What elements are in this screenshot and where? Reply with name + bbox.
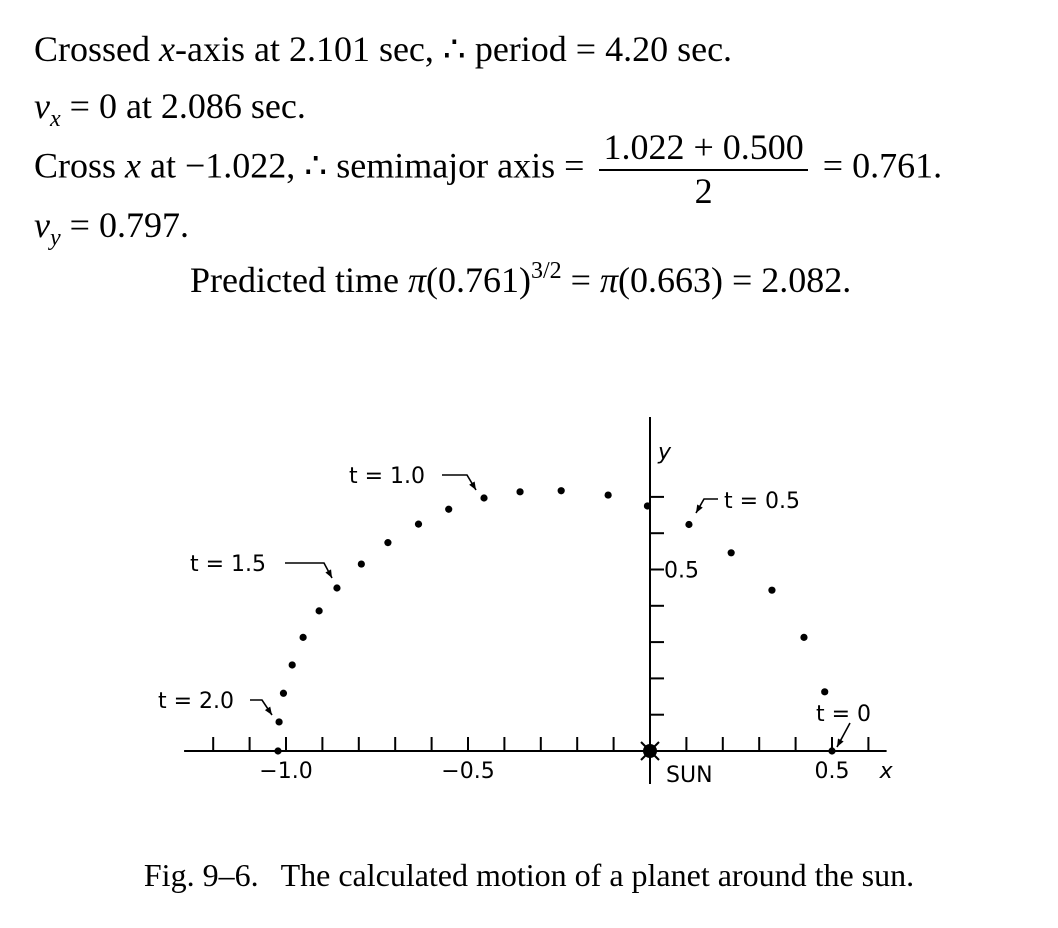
orbit-point	[480, 494, 487, 501]
orbit-point	[558, 487, 565, 494]
caption-figure-number: Fig. 9–6.	[143, 857, 259, 893]
line2-var-v: v	[34, 86, 50, 126]
annotation-arrowhead	[325, 569, 332, 578]
x-tick-label: −1.0	[259, 759, 313, 784]
caption-text: The calculated motion of a planet around the sun.	[280, 857, 915, 893]
time-annotation-label: t = 1.0	[349, 464, 426, 489]
line5-pi-1: π	[407, 260, 426, 300]
line4-subscript: y	[49, 225, 61, 251]
orbit-point	[828, 747, 835, 754]
orbit-point	[384, 539, 391, 546]
orbit-point	[415, 521, 422, 528]
line3-var-x: x	[125, 145, 142, 186]
annotation-leader-line	[285, 563, 332, 578]
line2-text: = 0 at 2.086 sec.	[60, 86, 306, 126]
time-annotation-label: t = 0.5	[724, 489, 801, 514]
labels-layer	[158, 440, 894, 788]
line5-text-c: =	[561, 260, 600, 300]
line1-text-b: -axis at 2.101 sec, ∴ period = 4.20 sec.	[174, 29, 733, 69]
line4-text: = 0.797.	[60, 205, 189, 245]
annotation-arrowhead	[265, 707, 272, 715]
orbit-point	[280, 690, 287, 697]
orbit-point	[275, 718, 282, 725]
line5-text-b: (0.761)	[425, 260, 531, 300]
orbit-point	[445, 506, 452, 513]
annotation-arrowhead	[837, 738, 844, 747]
line3-text-a: Cross	[34, 145, 126, 186]
annotation-leader-line	[250, 700, 272, 715]
line2-subscript: x	[49, 106, 61, 132]
line5-text-a: Predicted time	[190, 260, 408, 300]
sun-label: SUN	[666, 763, 713, 788]
y-axis-label: y	[658, 440, 672, 466]
x-tick-label: 0.5	[814, 759, 850, 784]
orbit-point	[300, 634, 307, 641]
line5-pi-2: π	[599, 260, 618, 300]
x-axis-label: x	[879, 759, 893, 784]
orbit-point	[516, 488, 523, 495]
annotation-arrowhead	[469, 481, 476, 490]
line5-text-d: (0.663) = 2.082.	[618, 260, 852, 300]
annotation-leader-line	[442, 475, 476, 490]
line1-var-x: x	[159, 29, 175, 69]
line3-text-b: at −1.022, ∴ semimajor axis =	[141, 145, 594, 186]
fraction-numerator: 1.022 + 0.500	[599, 127, 807, 171]
line5-superscript: 3/2	[530, 258, 562, 284]
orbit-point	[316, 607, 323, 614]
orbit-point	[685, 521, 692, 528]
orbit-point	[605, 491, 612, 498]
time-annotation-label: t = 2.0	[158, 689, 235, 714]
orbit-point	[289, 661, 296, 668]
line4-var-v: v	[34, 205, 50, 245]
line1-text-a: Crossed	[34, 29, 159, 69]
time-annotation-label: t = 1.5	[190, 552, 267, 577]
x-tick-label: −0.5	[441, 759, 495, 784]
fraction-denominator: 2	[694, 171, 713, 211]
orbit-point	[728, 549, 735, 556]
data-points-layer	[274, 487, 835, 754]
y-tick-label: 0.5	[664, 558, 699, 584]
orbit-point	[821, 688, 828, 695]
orbit-point	[358, 560, 365, 567]
figure-caption	[0, 855, 1058, 895]
orbit-point	[333, 584, 340, 591]
orbit-point	[800, 634, 807, 641]
line3-text-c: = 0.761.	[813, 145, 943, 186]
axes-layer	[184, 417, 887, 784]
orbit-point	[768, 587, 775, 594]
orbit-point	[274, 747, 281, 754]
orbit-point	[644, 502, 651, 509]
annotation-arrowhead	[696, 504, 703, 513]
time-annotation-label: t = 0	[816, 702, 872, 727]
